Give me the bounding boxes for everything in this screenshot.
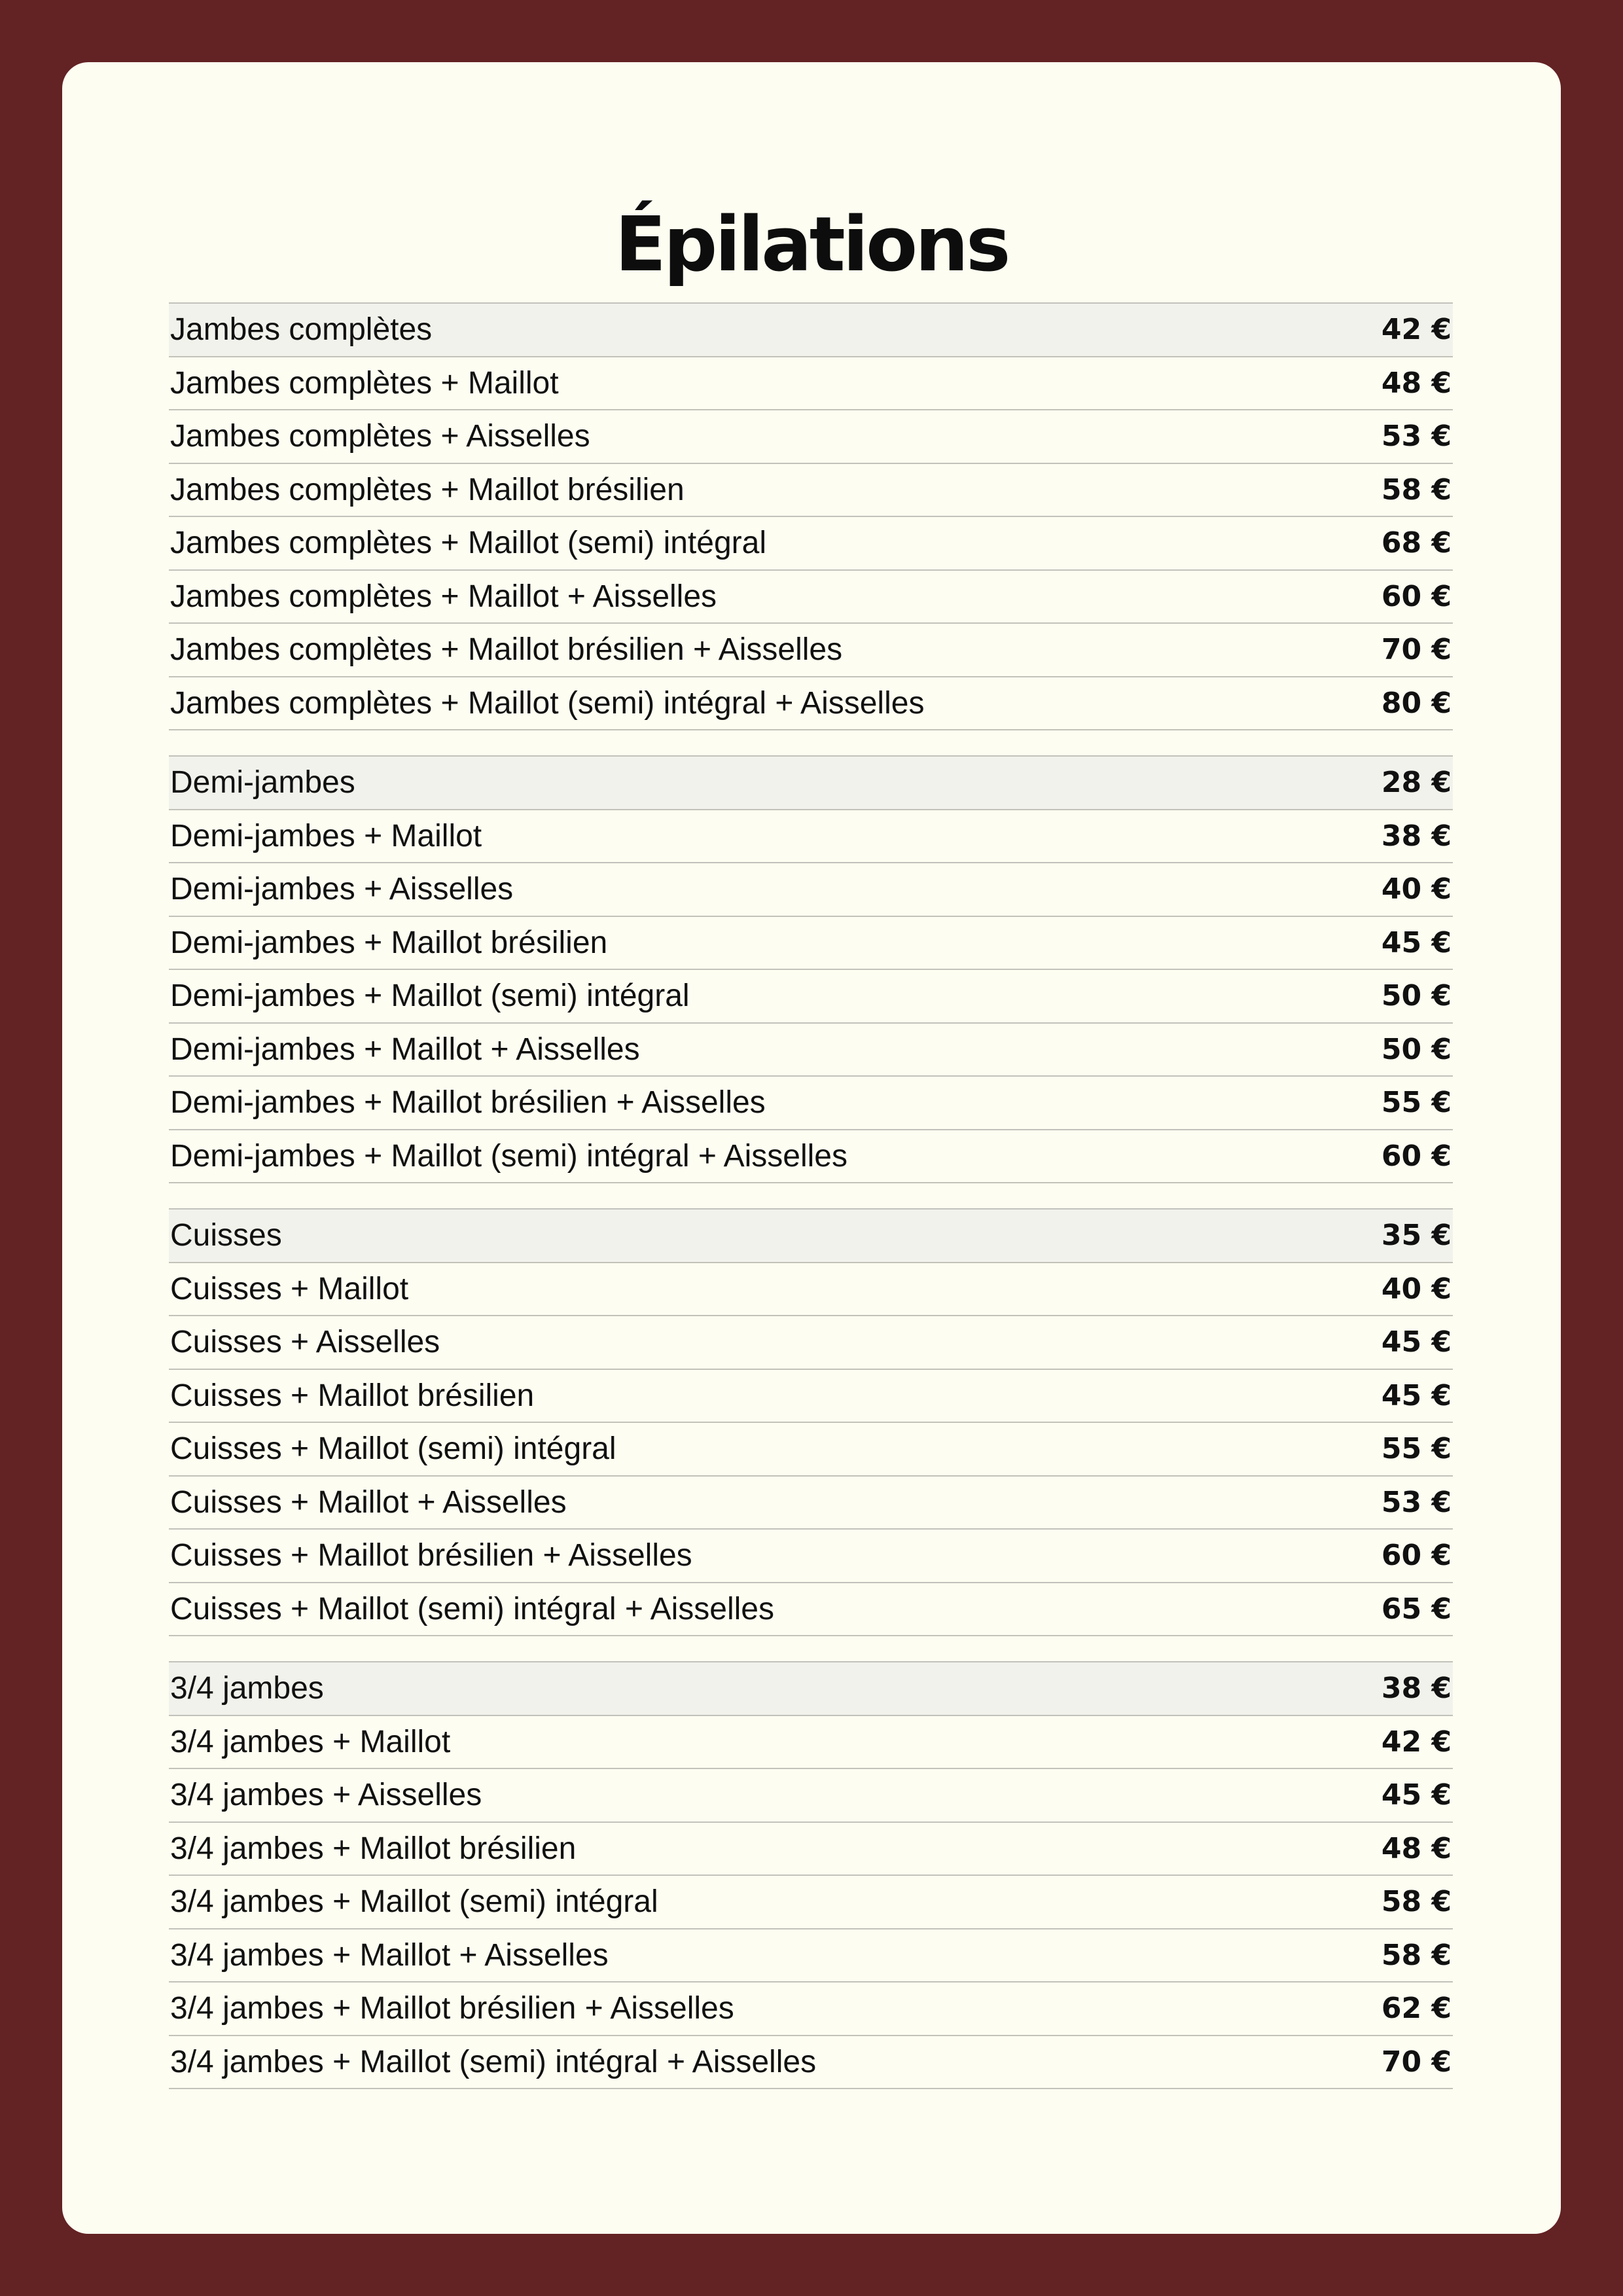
service-price: 60 € [1381, 1539, 1452, 1573]
price-row [169, 517, 1453, 571]
service-label: Demi-jambes + Maillot + Aisselles [170, 1031, 640, 1067]
service-label: Cuisses [170, 1218, 282, 1253]
service-label: 3/4 jambes + Aisselles [170, 1778, 482, 1813]
service-label: 3/4 jambes + Maillot (semi) intégral [170, 1884, 658, 1920]
price-row [169, 1716, 1453, 1770]
service-label: Cuisses + Maillot (semi) intégral + Aisselles [170, 1591, 774, 1626]
service-label: 3/4 jambes + Maillot brésilien + Aisselles [170, 1991, 734, 2026]
price-row [169, 464, 1453, 518]
service-price: 58 € [1381, 1938, 1452, 1972]
service-price: 38 € [1381, 1672, 1452, 1706]
price-row [169, 1662, 1453, 1716]
service-price: 53 € [1381, 1485, 1452, 1519]
service-price: 48 € [1381, 1831, 1452, 1865]
service-price: 50 € [1381, 979, 1452, 1013]
service-label: Demi-jambes + Maillot (semi) intégral + Aisselles [170, 1138, 847, 1174]
price-row [169, 1263, 1453, 1317]
service-label: Jambes complètes [170, 312, 433, 348]
service-label: Demi-jambes [170, 765, 355, 800]
service-label: Jambes complètes + Aisselles [170, 419, 590, 454]
price-row [169, 1530, 1453, 1583]
price-row [169, 1024, 1453, 1077]
price-list [169, 302, 1453, 2114]
price-row [169, 1316, 1453, 1370]
service-price: 80 € [1381, 686, 1452, 720]
service-price: 50 € [1381, 1032, 1452, 1066]
price-row [169, 357, 1453, 411]
service-label: Jambes complètes + Maillot [170, 365, 559, 401]
page-title: Épilations [615, 201, 1008, 289]
service-label: Cuisses + Maillot + Aisselles [170, 1484, 567, 1520]
service-label: Jambes complètes + Maillot (semi) intégral + Aisselles [170, 685, 925, 721]
service-label: Jambes complètes + Maillot (semi) intégral [170, 526, 766, 561]
section-trois-quarts-jambes [169, 1661, 1453, 2089]
service-price: 55 € [1381, 1432, 1452, 1466]
service-label: 3/4 jambes + Maillot [170, 1724, 451, 1759]
section-jambes-completes [169, 302, 1453, 730]
service-price: 38 € [1381, 819, 1452, 853]
service-price: 40 € [1381, 872, 1452, 906]
service-label: Demi-jambes + Maillot brésilien + Aisselles [170, 1085, 766, 1121]
service-label: Demi-jambes + Maillot (semi) intégral [170, 978, 690, 1014]
price-list-card [62, 62, 1561, 2234]
service-label: Jambes complètes + Maillot brésilien + Aisselles [170, 632, 843, 668]
service-label: Demi-jambes + Aisselles [170, 872, 514, 907]
price-row [169, 677, 1453, 731]
price-row [169, 757, 1453, 810]
service-price: 58 € [1381, 473, 1452, 507]
price-row [169, 970, 1453, 1024]
service-label: Demi-jambes + Maillot brésilien [170, 925, 608, 960]
service-label: Cuisses + Aisselles [170, 1325, 440, 1360]
service-price: 45 € [1381, 1778, 1452, 1812]
service-price: 55 € [1381, 1086, 1452, 1120]
service-price: 35 € [1381, 1219, 1452, 1253]
price-row [169, 304, 1453, 357]
service-label: Cuisses + Maillot (semi) intégral [170, 1431, 616, 1467]
section-cuisses [169, 1208, 1453, 1636]
price-row [169, 1077, 1453, 1130]
price-row [169, 810, 1453, 864]
service-price: 70 € [1381, 633, 1452, 667]
section-demi-jambes [169, 755, 1453, 1183]
service-label: 3/4 jambes [170, 1671, 324, 1706]
service-price: 45 € [1381, 1325, 1452, 1359]
price-row [169, 863, 1453, 917]
service-price: 68 € [1381, 526, 1452, 560]
service-price: 40 € [1381, 1272, 1452, 1306]
service-price: 42 € [1381, 1725, 1452, 1759]
service-label: Jambes complètes + Maillot + Aisselles [170, 579, 717, 614]
service-label: 3/4 jambes + Maillot brésilien [170, 1831, 577, 1866]
service-label: 3/4 jambes + Maillot + Aisselles [170, 1937, 609, 1973]
price-row [169, 410, 1453, 464]
price-row [169, 1477, 1453, 1530]
service-price: 60 € [1381, 579, 1452, 613]
price-row [169, 571, 1453, 624]
service-label: 3/4 jambes + Maillot (semi) intégral + Aisselles [170, 2044, 817, 2079]
price-row [169, 1876, 1453, 1929]
service-price: 60 € [1381, 1139, 1452, 1173]
service-price: 42 € [1381, 313, 1452, 347]
service-price: 45 € [1381, 1378, 1452, 1412]
service-label: Cuisses + Maillot [170, 1271, 409, 1306]
price-row [169, 1423, 1453, 1477]
service-price: 65 € [1381, 1592, 1452, 1626]
service-label: Jambes complètes + Maillot brésilien [170, 472, 685, 507]
price-row [169, 1210, 1453, 1263]
service-price: 53 € [1381, 420, 1452, 454]
service-price: 62 € [1381, 1992, 1452, 2026]
price-row [169, 1823, 1453, 1876]
price-row [169, 917, 1453, 971]
service-price: 48 € [1381, 366, 1452, 400]
price-row [169, 1982, 1453, 2036]
service-price: 28 € [1381, 766, 1452, 800]
price-row [169, 1370, 1453, 1424]
service-label: Demi-jambes + Maillot [170, 818, 482, 853]
service-price: 58 € [1381, 1885, 1452, 1919]
price-row [169, 1929, 1453, 1983]
service-label: Cuisses + Maillot brésilien [170, 1378, 535, 1413]
service-price: 70 € [1381, 2045, 1452, 2079]
service-label: Cuisses + Maillot brésilien + Aisselles [170, 1538, 692, 1573]
price-row [169, 1130, 1453, 1184]
service-price: 45 € [1381, 925, 1452, 960]
price-row [169, 624, 1453, 677]
price-row [169, 2036, 1453, 2090]
price-row [169, 1583, 1453, 1637]
price-row [169, 1769, 1453, 1823]
